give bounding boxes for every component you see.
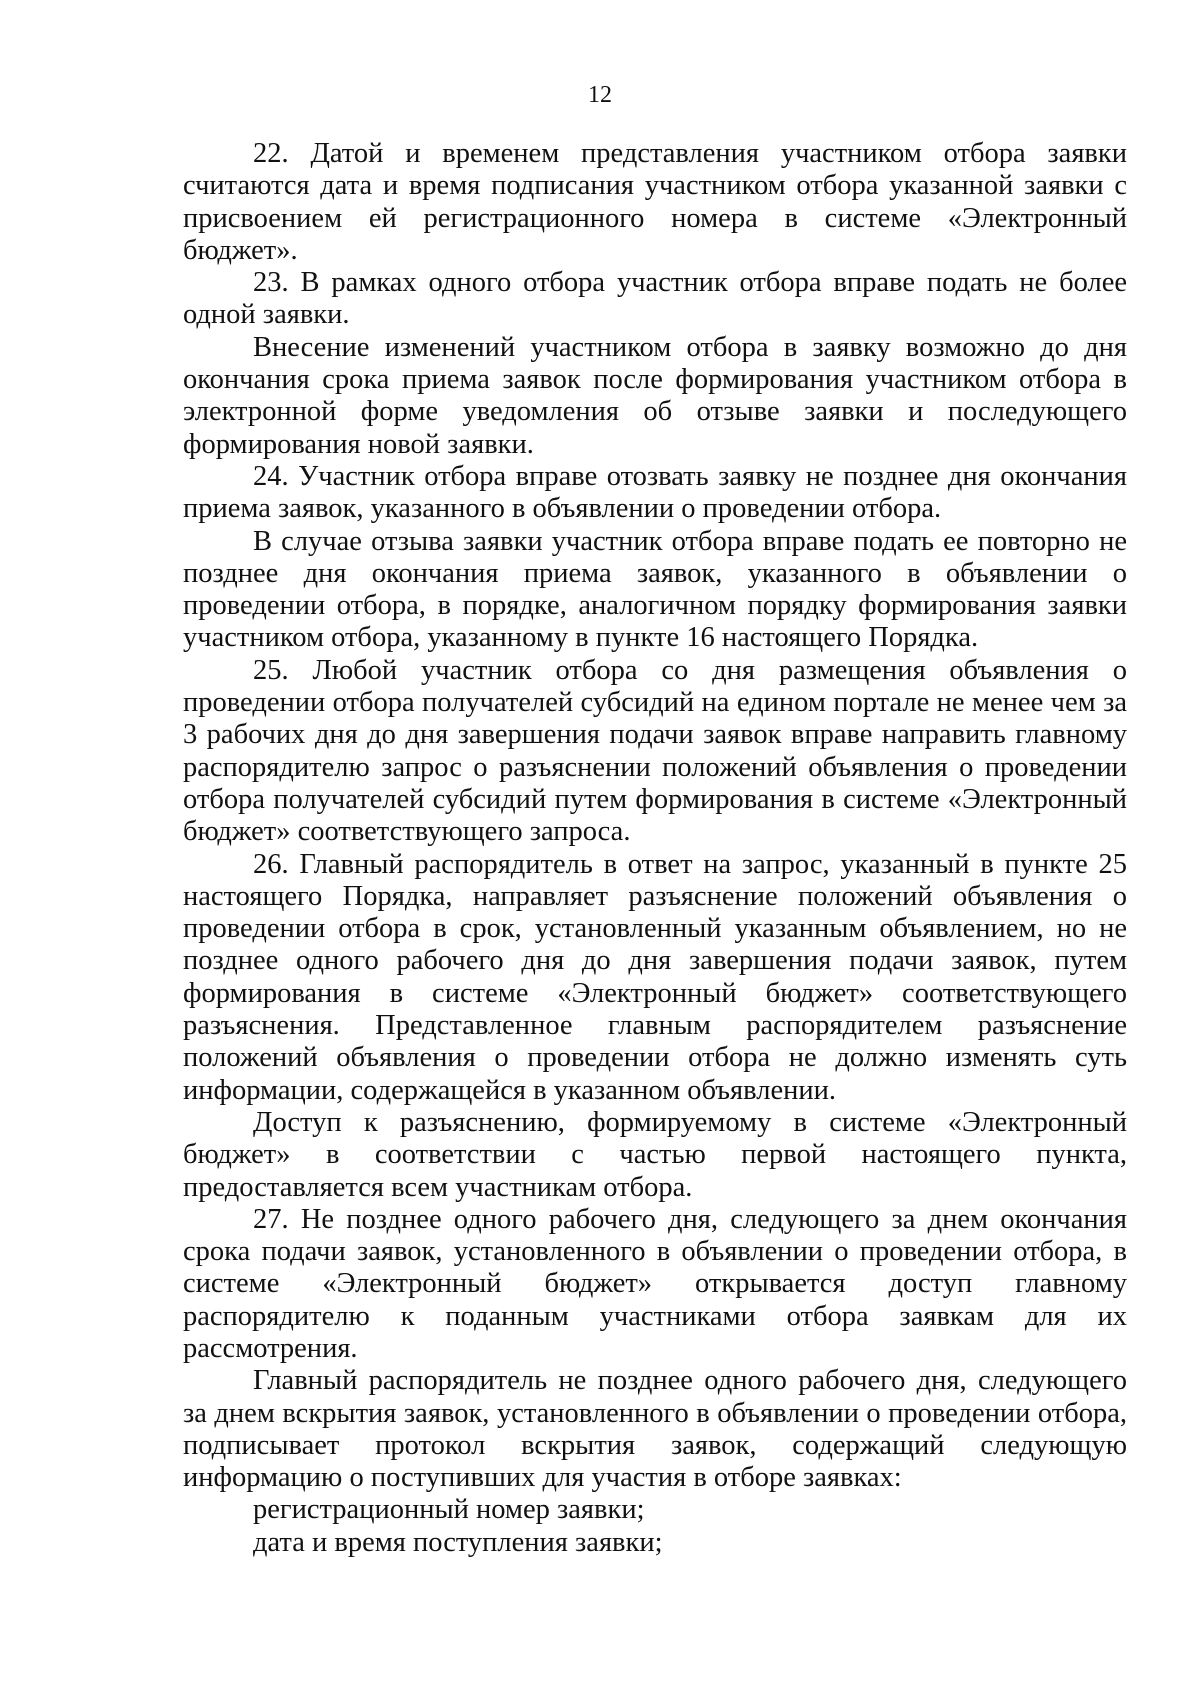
- list-item-submission-datetime: дата и время поступления заявки;: [253, 1526, 663, 1558]
- paragraph-22: 22. Датой и временем представления участником отбора заявки считаются дата и время подписания участником отбора указанной заявки с присвоением ей регистрационного номера в системе «Электронный бюджет».: [183, 138, 1127, 266]
- paragraph-27-protocol: Главный распорядитель не позднее одного рабочего дня, следующего за днем вскрытия заявок, установленного в объявлении о проведении отбора, подписывает протокол вскрытия заявок, содержащий следующую информацию о поступивших для участия в отборе заявках:: [183, 1365, 1127, 1494]
- paragraph-23: 23. В рамках одного отбора участник отбора вправе подать не более одной заявки.: [183, 267, 1127, 331]
- paragraph-25: 25. Любой участник отбора со дня размещения объявления о проведении отбора получателей субсидий на едином портале не менее чем за 3 рабочих дня до дня завершения подачи заявок вправе направить главному распорядителю запрос о разъяснении положений объявления о проведении отбора получателей субсидий путем формирования в системе «Электронный бюджет» соответствующего запроса.: [183, 654, 1127, 848]
- list-item-registration-number: регистрационный номер заявки;: [253, 1494, 645, 1526]
- page-number: 12: [588, 82, 612, 108]
- paragraph-26-access: Доступ к разъяснению, формируемому в системе «Электронный бюджет» в соответствии с частью первой настоящего пункта, предоставляется всем участникам отбора.: [183, 1106, 1127, 1203]
- paragraph-27: 27. Не позднее одного рабочего дня, следующего за днем окончания срока подачи заявок, установленного в объявлении о проведении отбора, в системе «Электронный бюджет» открывается доступ главному распорядителю к поданным участниками отбора заявкам для их рассмотрения.: [183, 1203, 1127, 1364]
- paragraph-23-changes: Внесение изменений участником отбора в заявку возможно до дня окончания срока приема заявок после формирования участником отбора в электронной форме уведомления об отзыве заявки и последующего формирования новой заявки.: [183, 331, 1127, 460]
- paragraph-26: 26. Главный распорядитель в ответ на запрос, указанный в пункте 25 настоящего Порядка, направляет разъяснение положений объявления о проведении отбора в срок, установленный указанным объявлением, но не позднее одного рабочего дня до дня завершения подачи заявок, путем формирования в системе «Электронный бюджет» соответствующего разъяснения. Представленное главным распорядителем разъяснение положений объявления о проведении отбора не должно изменять суть информации, содержащейся в указанном объявлении.: [183, 848, 1127, 1106]
- paragraph-24-resubmit: В случае отзыва заявки участник отбора вправе подать ее повторно не позднее дня окончания приема заявок, указанного в объявлении о проведении отбора, в порядке, аналогичном порядку формирования заявки участником отбора, указанному в пункте 16 настоящего Порядка.: [183, 525, 1127, 654]
- paragraph-24: 24. Участник отбора вправе отозвать заявку не позднее дня окончания приема заявок, указанного в объявлении о проведении отбора.: [183, 460, 1127, 525]
- document-body: [183, 138, 1127, 1559]
